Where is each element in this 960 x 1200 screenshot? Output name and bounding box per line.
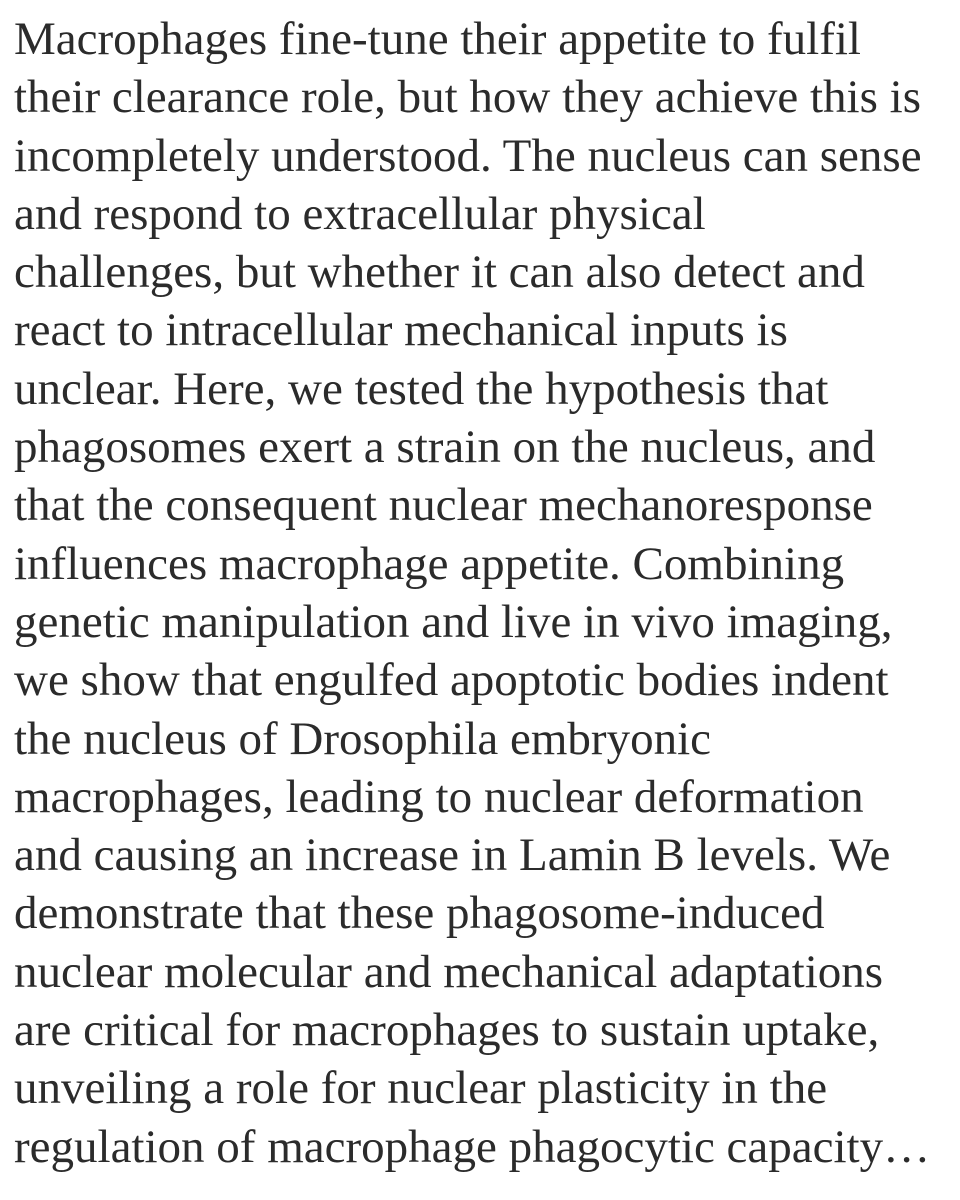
abstract-line: macrophages, leading to nuclear deformation bbox=[14, 770, 864, 823]
abstract-text bbox=[14, 10, 954, 1176]
abstract-line: and respond to extracellular physical bbox=[14, 187, 706, 240]
abstract-line: influences macrophage appetite. Combining bbox=[14, 537, 845, 590]
abstract-line: Macrophages fine-tune their appetite to fulfil bbox=[14, 13, 861, 65]
abstract-line: demonstrate that these phagosome-induced bbox=[14, 887, 825, 940]
abstract-line: phagosomes exert a strain on the nucleus, and bbox=[14, 421, 876, 474]
abstract-line: unveiling a role for nuclear plasticity in the bbox=[14, 1062, 828, 1115]
abstract-line: unclear. Here, we tested the hypothesis that bbox=[14, 362, 829, 415]
abstract-line: their clearance role, but how they achieve this is bbox=[14, 71, 921, 124]
abstract-line: genetic manipulation and live in vivo imaging, bbox=[14, 595, 893, 648]
abstract-line: react to intracellular mechanical inputs is bbox=[14, 304, 788, 357]
abstract-line: nuclear molecular and mechanical adaptations bbox=[14, 945, 884, 998]
abstract-line: that the consequent nuclear mechanoresponse bbox=[14, 479, 873, 532]
abstract-line: challenges, but whether it can also detect and bbox=[14, 246, 865, 299]
abstract-line: we show that engulfed apoptotic bodies indent bbox=[14, 654, 889, 707]
abstract-line: the nucleus of Drosophila embryonic bbox=[14, 712, 711, 765]
abstract-line: incompletely understood. The nucleus can sense bbox=[14, 129, 922, 182]
abstract-line: are critical for macrophages to sustain uptake, bbox=[14, 1004, 880, 1057]
abstract-line: and causing an increase in Lamin B levels. We bbox=[14, 829, 891, 882]
abstract-line: regulation of macrophage phagocytic capacity… bbox=[14, 1120, 931, 1173]
